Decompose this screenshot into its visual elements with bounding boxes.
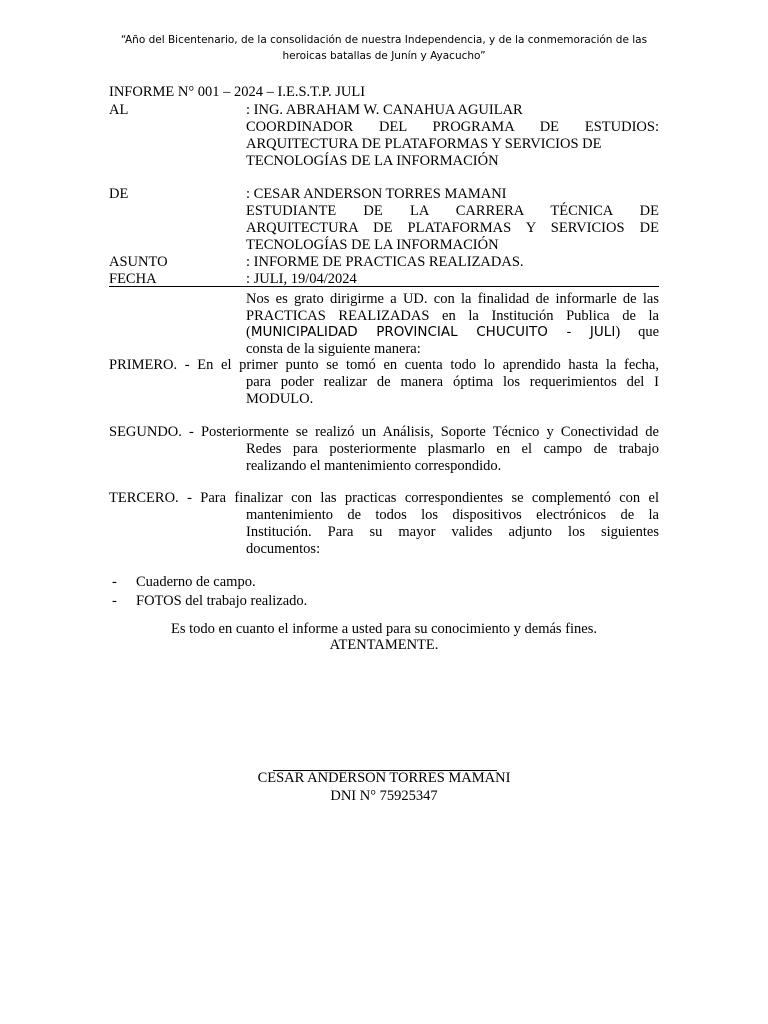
fecha-value: : JULI, 19/04/2024 bbox=[246, 271, 357, 287]
institution-name: MUNICIPALIDAD PROVINCIAL CHUCUITO - JULI bbox=[250, 324, 616, 340]
tercero-line-4: documentos: bbox=[246, 541, 321, 557]
de-label: DE bbox=[109, 186, 129, 202]
intro-line-4: consta de la siguiente manera: bbox=[246, 341, 421, 357]
tercero-line-3: Institución. Para su mayor valides adjunto los siguientes bbox=[246, 524, 659, 540]
motto-line-2: heroicas batallas de Junín y Ayacucho” bbox=[282, 50, 486, 62]
al-role-line-2: ARQUITECTURA DE PLATAFORMAS Y SERVICIOS DE bbox=[246, 136, 602, 152]
al-role-line-1: COORDINADOR DEL PROGRAMA DE ESTUDIOS: bbox=[246, 119, 659, 135]
asunto-value: : INFORME DE PRACTICAS REALIZADAS. bbox=[246, 254, 524, 270]
al-role-line-3: TECNOLOGÍAS DE LA INFORMACIÓN bbox=[246, 153, 499, 169]
signature-name: CESAR ANDERSON TORRES MAMANI bbox=[257, 770, 511, 786]
intro-line-3 bbox=[246, 324, 659, 341]
fecha-label: FECHA bbox=[109, 271, 157, 287]
motto-header bbox=[100, 32, 668, 64]
header-divider bbox=[109, 286, 659, 287]
primero-line-2: para poder realizar de manera óptima los requerimientos del I bbox=[246, 374, 659, 390]
intro-close-text: ) que bbox=[615, 324, 660, 340]
asunto-label: ASUNTO bbox=[109, 254, 168, 270]
al-role-block bbox=[246, 119, 659, 136]
tercero-line-2: mantenimiento de todos los dispositivos electrónicos de la bbox=[246, 507, 659, 523]
bullet-mark-2: - bbox=[112, 593, 117, 609]
primero-line-1-wrap bbox=[109, 357, 659, 374]
primero-line-2-wrap bbox=[246, 374, 659, 391]
tercero-line-1-wrap bbox=[109, 490, 659, 507]
informe-number: INFORME N° 001 – 2024 – I.E.S.T.P. JULI bbox=[109, 84, 366, 100]
bullet-item-2: FOTOS del trabajo realizado. bbox=[136, 593, 308, 609]
primero-line-3: MODULO. bbox=[246, 391, 314, 407]
tercero-lines-wrap bbox=[246, 507, 659, 541]
primero-line-1: PRIMERO. - En el primer punto se tomó en cuenta todo lo aprendido hasta la fecha, bbox=[109, 357, 659, 373]
al-name: : ING. ABRAHAM W. CANAHUA AGUILAR bbox=[246, 102, 523, 118]
tercero-line-1: TERCERO. - Para finalizar con las practicas correspondientes se complementó con el bbox=[109, 490, 659, 506]
intro-line-2: PRACTICAS REALIZADAS en la Institución Publica de la bbox=[246, 308, 659, 324]
atentamente: ATENTAMENTE. bbox=[329, 637, 439, 653]
segundo-line-2: Redes para posteriormente plasmarlo en el campo de trabajo bbox=[246, 441, 659, 457]
intro-line-1: Nos es grato dirigirme a UD. con la finalidad de informarle de las bbox=[246, 291, 659, 307]
de-role-line-1: ESTUDIANTE DE LA CARRERA TÉCNICA DE bbox=[246, 203, 659, 219]
segundo-line-3: realizando el mantenimiento correspondido. bbox=[246, 458, 502, 474]
de-role-line-2: ARQUITECTURA DE PLATAFORMAS Y SERVICIOS DE bbox=[246, 220, 659, 236]
al-label: AL bbox=[109, 102, 129, 118]
segundo-line-1: SEGUNDO. - Posteriormente se realizó un Análisis, Soporte Técnico y Conectividad de bbox=[109, 424, 659, 440]
de-name: : CESAR ANDERSON TORRES MAMANI bbox=[246, 186, 507, 202]
motto-line-1: “Año del Bicentenario, de la consolidación de nuestra Independencia, y de la conmemoración de las bbox=[120, 34, 648, 46]
bullet-item-1: Cuaderno de campo. bbox=[136, 574, 256, 590]
segundo-line-2-wrap bbox=[246, 441, 659, 458]
closing-sentence: Es todo en cuanto el informe a usted para su conocimiento y demás fines. bbox=[170, 621, 597, 637]
intro-open-paren: ( bbox=[246, 324, 251, 340]
de-role-line-3: TECNOLOGÍAS DE LA INFORMACIÓN bbox=[246, 237, 499, 253]
intro-paragraph bbox=[246, 291, 659, 325]
de-role-block bbox=[246, 203, 659, 237]
bullet-mark-1: - bbox=[112, 574, 117, 590]
signature-dni: DNI N° 75925347 bbox=[330, 788, 438, 804]
segundo-line-1-wrap bbox=[109, 424, 659, 441]
